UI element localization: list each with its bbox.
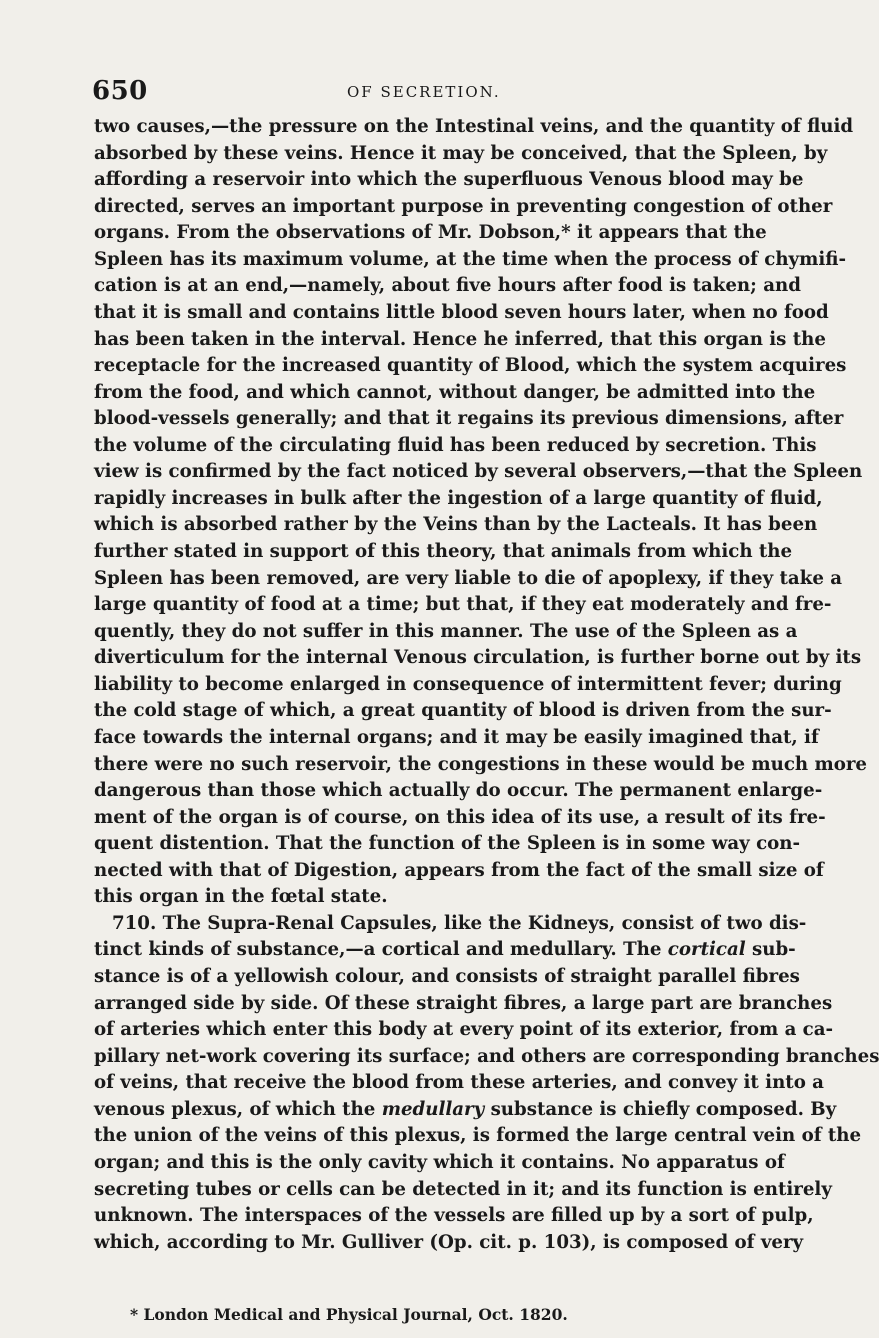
text-line: face towards the internal organs; and it may be easily imagined that, if [94,726,819,748]
text-line: directed, serves an important purpose in preventing congestion of other [94,195,833,217]
text-line: quently, they do not suffer in this manner. The use of the Spleen as a [94,620,798,642]
text-line: blood-vessels generally; and that it regains its previous dimensions, after [94,408,844,430]
text-line: there were no such reservoir, the congestions in these would be much more [94,753,867,775]
text-line: of veins, that receive the blood from these arteries, and convey it into a [94,1072,824,1094]
text-line: this organ in the fœtal state. [94,886,388,908]
text-line: of arteries which enter this body at every point of its exterior, from a ca- [94,1019,834,1041]
text-line: secreting tubes or cells can be detected in it; and its function is entirely [94,1178,832,1200]
text-line: ment of the organ is of course, on this idea of its use, a result of its fre- [94,806,826,828]
text-line: that it is small and contains little blood seven hours later, when no food [94,301,829,323]
text-line: dangerous than those which actually do occur. The permanent enlarge- [94,780,823,802]
running-head: OF SECRETION. [347,83,501,101]
text-line: organs. From the observations of Mr. Dobson,* it appears that the [94,222,767,244]
text-line-with-italic [94,937,796,964]
text-line: Spleen has its maximum volume, at the time when the process of chymifi- [94,248,847,270]
text-line: cation is at an end,—namely, about five hours after food is taken; and [94,275,801,297]
text-line: has been taken in the interval. Hence he inferred, that this organ is the [94,328,826,350]
text-line: further stated in support of this theory, that animals from which the [94,541,793,562]
text-line: rapidly increases in bulk after the ingestion of a large quantity of fluid, [94,487,823,509]
text-segment: sub- [752,939,796,961]
text-line: large quantity of food at a time; but that, if they eat moderately and fre- [94,594,832,616]
text-line: stance is of a yellowish colour, and consists of straight parallel fibres [94,966,800,987]
text-line: nected with that of Digestion, appears from the fact of the small size of [94,859,824,881]
body-text [94,114,879,1256]
text-line: arranged side by side. Of these straight fibres, a large part are branches [94,992,833,1014]
text-segment: substance is chiefly composed. By [490,1098,837,1120]
italic-term-medullary: medullary [381,1098,485,1120]
text-line-with-italic [94,1097,837,1124]
text-line: two causes,—the pressure on the Intestinal veins, and the quantity of fluid [94,116,854,137]
text-line: which, according to Mr. Gulliver (Op. cit. p. 103), is composed of very [94,1231,804,1253]
page-header [92,74,792,108]
text-line: the union of the veins of this plexus, is formed the large central vein of the [94,1125,862,1147]
text-line: quent distention. That the function of the Spleen is in some way con- [94,833,801,855]
text-line: receptacle for the increased quantity of Blood, which the system acquires [94,355,847,377]
footnote: * London Medical and Physical Journal, Oct. 1820. [130,1305,568,1324]
text-line: from the food, and which cannot, without danger, be admitted into the [94,381,816,403]
text-line: which is absorbed rather by the Veins than by the Lacteals. It has been [94,514,818,536]
text-line: Spleen has been removed, are very liable to die of apoplexy, if they take a [94,567,843,589]
italic-term-cortical: cortical [667,939,746,961]
text-line: the volume of the circulating fluid has been reduced by secretion. This [94,434,817,456]
text-segment: venous plexus, of which the [94,1098,376,1120]
text-segment: tinct kinds of substance,—a cortical and medullary. The [94,939,662,961]
text-line: view is confirmed by the fact noticed by several observers,—that the Spleen [94,461,863,483]
text-line: the cold stage of which, a great quantity of blood is driven from the sur- [94,700,832,722]
paragraph-710-start: 710. The Supra-Renal Capsules, like the Kidneys, consist of two dis- [112,912,807,934]
text-line: unknown. The interspaces of the vessels are filled up by a sort of pulp, [94,1205,814,1227]
text-line: diverticulum for the internal Venous circulation, is further borne out by its [94,647,862,669]
page-number: 650 [92,76,148,106]
text-line: pillary net-work covering its surface; and others are corresponding branches [94,1045,879,1067]
text-line: liability to become enlarged in consequence of intermittent fever; during [94,673,842,695]
text-line: affording a reservoir into which the superfluous Venous blood may be [94,169,804,191]
text-line: organ; and this is the only cavity which it contains. No apparatus of [94,1151,785,1173]
text-line: absorbed by these veins. Hence it may be conceived, that the Spleen, by [94,142,828,164]
